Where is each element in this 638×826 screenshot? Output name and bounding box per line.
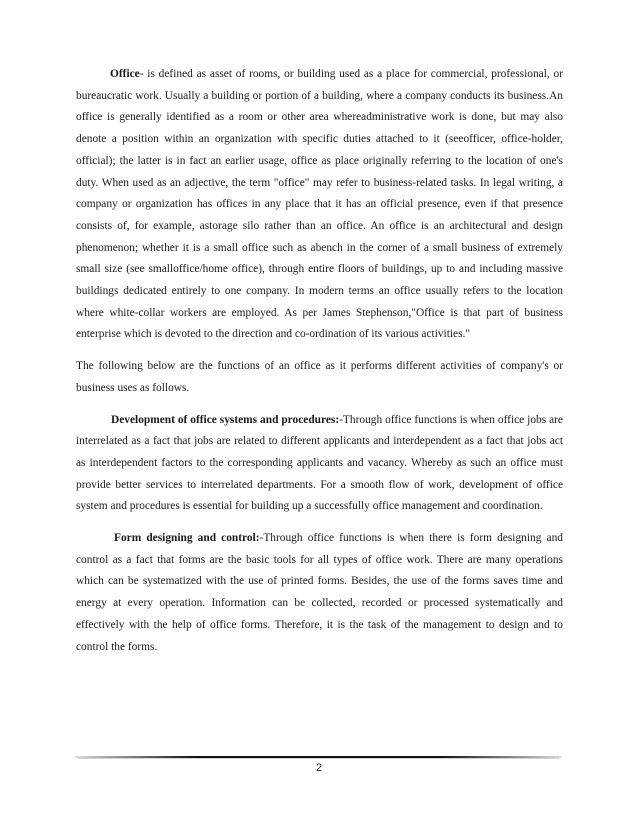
page-body [76, 64, 563, 658]
heading-form-designing: Form designing and control: [114, 532, 260, 545]
page-number: 2 [315, 762, 323, 774]
development-text: -Through office functions is when office jobs are interrelated as a fact that jobs are related to different applicants and interdependent as a fact that jobs act as interdependent factors to the corresponding applicants and vacancy. Whereby as such an office must provide better services to interrelated departments. For a smooth flow of work, development of office system and procedures is essential for building up a successfully office management and coordination. [76, 413, 563, 513]
paragraph-form-designing [76, 528, 563, 658]
heading-development: Development of office systems and procedures: [111, 413, 340, 426]
paragraph-functions-intro: The following below are the functions of an office as it performs different activities of company's or business uses as follows. [76, 360, 563, 394]
paragraph-office-definition [76, 64, 563, 346]
term-office: Office [110, 68, 140, 80]
form-designing-text: -Through office functions is when there is form designing and control as a fact that forms are the basic tools for all types of office work. There are many operations which can be systematized with the use of printed forms. Besides, the use of the forms saves time and energy at every operation. Information can be collected, recorded or processed systematically and effectively with the help of office forms. Therefore, it is the task of the management to design and to control the forms. [76, 532, 563, 653]
paragraph-development [76, 410, 563, 519]
footer-divider-shadow [78, 758, 559, 759]
office-definition-text: - is defined as asset of rooms, or building used as a place for commercial, professional, or bureaucratic work. Usually a building or portion of a building, where a company conducts its business.An office is generally identified as a room or other area whereadministrative work is done, but may also denote a position within an organization with specific duties attached to it (seeofficer, office-holder, official); the latter is in fact an earlier usage, office as place originally referring to the location of one's duty. When used as an adjective, the term "office" may refer to business-related tasks. In legal writing, a company or organization has offices in any place that it has an official presence, even if that presence consists of, for example, astorage silo rather than an office. An office is an architectural and design phenomenon; whether it is a small office such as abench in the corner of a small business of extremely small size (see smalloffice/home office), through entire floors of buildings, up to and including massive buildings dedicated entirely to one company. In modern terms an office usually refers to the location where white-collar workers are employed. As per James Stephenson,"Office is that part of business enterprise which is devoted to the direction and co-ordination of its various activities." [76, 68, 563, 341]
